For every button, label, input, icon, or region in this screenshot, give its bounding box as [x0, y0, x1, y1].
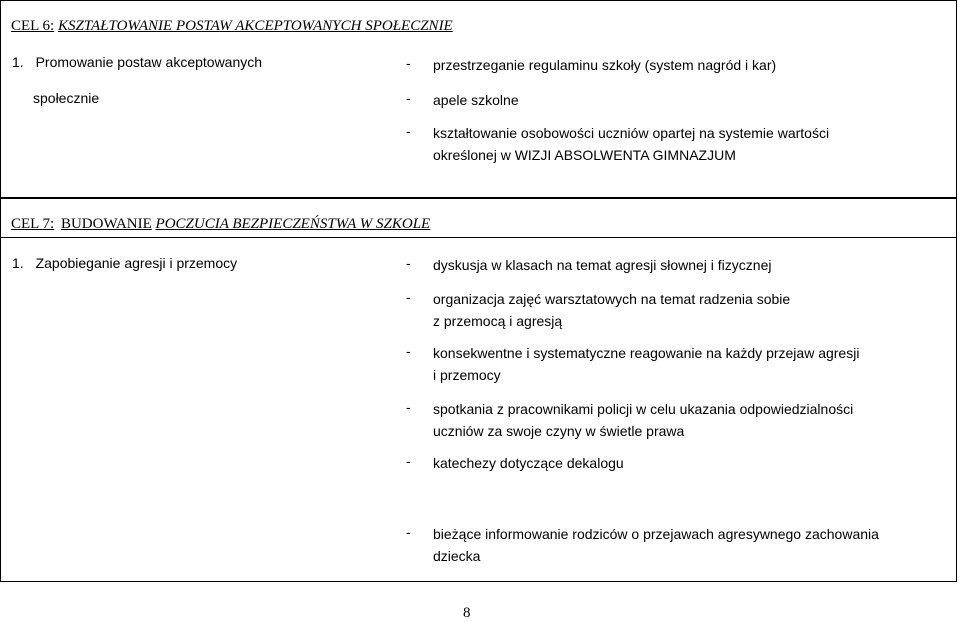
section7-heading-plain: BUDOWANIE [60, 216, 152, 232]
section7-heading [11, 216, 430, 233]
page-number: 8 [463, 605, 471, 621]
list-item-text: konsekwentne i systematyczne reagowanie na każdy przejaw agresji [433, 345, 860, 361]
list-item-text: z przemocą i agresją [433, 313, 563, 329]
bullet-dash: - [406, 255, 411, 271]
bullet-dash: - [406, 123, 411, 139]
list-item-text: i przemocy [433, 367, 501, 383]
bullet-dash: - [406, 343, 411, 359]
list-item-text: spotkania z pracownikami policji w celu ukazania odpowiedzialności [433, 401, 854, 417]
section6-heading [11, 18, 453, 35]
list-item-text: apele szkolne [433, 92, 519, 108]
section7-task-title [12, 255, 237, 271]
list-item-text: dyskusja w klasach na temat agresji słownej i fizycznej [433, 257, 772, 273]
section7-heading-prefix: CEL 7: [11, 216, 55, 232]
bullet-dash: - [406, 90, 411, 106]
list-item-text: bieżące informowanie rodziców o przejawach agresywnego zachowania [433, 526, 879, 542]
list-item-text: kształtowanie osobowości uczniów opartej na systemie wartości [433, 125, 830, 141]
section6-task-title-line1: Promowanie postaw akceptowanych [35, 54, 263, 70]
section6-task-title [12, 54, 262, 70]
section7-task-title-text: Zapobieganie agresji i przemocy [35, 255, 238, 271]
list-item-text: uczniów za swoje czyny w świetle prawa [433, 423, 685, 439]
section6-heading-title: KSZTAŁTOWANIE POSTAW AKCEPTOWANYCH SPOŁECZNIE [57, 18, 453, 34]
section7-heading-italic: POCZUCIA BEZPIECZEŃSTWA W SZKOLE [155, 216, 431, 232]
bullet-dash: - [406, 289, 411, 305]
section7-heading-divider [0, 237, 957, 238]
section6-heading-prefix: CEL 6: [11, 18, 55, 34]
bullet-dash: - [406, 453, 411, 469]
section6-task-number: 1. [12, 54, 24, 70]
list-item-text: dziecka [433, 548, 481, 564]
list-item-text: przestrzeganie regulaminu szkoły (system nagród i kar) [433, 57, 777, 73]
bullet-dash: - [406, 399, 411, 415]
list-item-text: określonej w WIZJI ABSOLWENTA GIMNAZJUM [433, 147, 736, 163]
list-item-text: organizacja zajęć warsztatowych na temat radzenia sobie [433, 291, 791, 307]
bullet-dash: - [406, 524, 411, 540]
section6-task-title-line2: społecznie [33, 90, 100, 106]
section7-task-number: 1. [12, 255, 24, 271]
list-item-text: katechezy dotyczące dekalogu [433, 455, 624, 471]
bullet-dash: - [406, 55, 411, 71]
